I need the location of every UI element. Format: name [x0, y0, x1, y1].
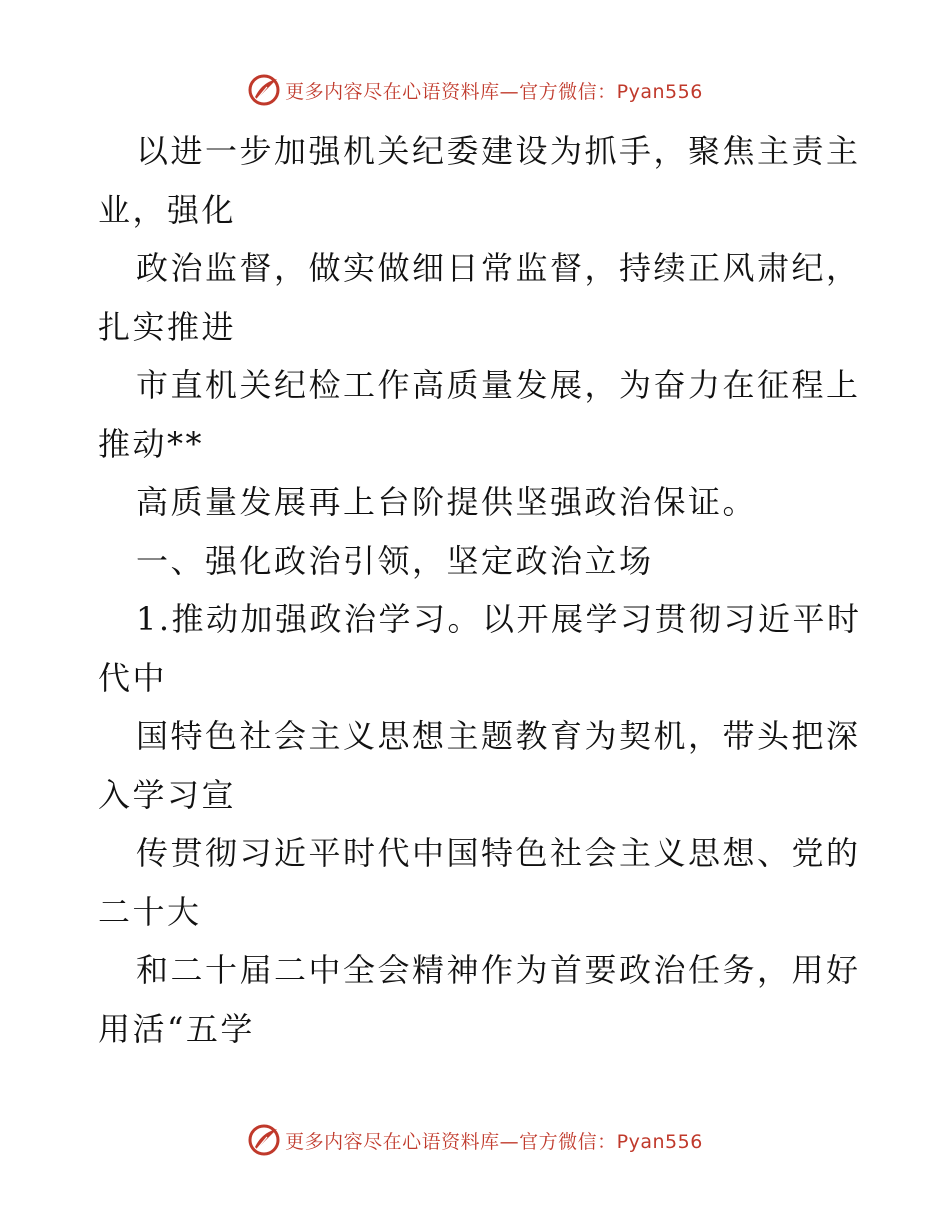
text-line: 扎实推进 — [98, 307, 237, 346]
header-watermark-text: 更多内容尽在心语资料库—官方微信：Pyan556 — [285, 80, 703, 103]
text-line: 国特色社会主义思想主题教育为契机，带头把深 — [136, 717, 861, 755]
footer-watermark-banner — [0, 1120, 950, 1160]
header-watermark-banner — [0, 70, 950, 110]
footer-watermark-text: 更多内容尽在心语资料库—官方微信：Pyan556 — [285, 1130, 703, 1153]
text-line: 1.推动加强政治学习。以开展学习贯彻习近平时 — [136, 600, 862, 638]
text-line: 高质量发展再上台阶提供坚强政治保证。 — [136, 483, 758, 521]
text-line: 代中 — [98, 658, 168, 697]
feather-quill-logo-icon — [247, 73, 281, 107]
feather-quill-logo-icon — [247, 1123, 281, 1157]
text-line: 二十大 — [98, 892, 202, 931]
text-line: 业，强化 — [98, 190, 237, 229]
text-line: 和二十届二中全会精神作为首要政治任务，用好 — [136, 951, 861, 989]
text-line: 政治监督，做实做细日常监督，持续正风肃纪， — [136, 249, 861, 287]
text-line: 入学习宣 — [98, 775, 237, 814]
text-line: 以进一步加强机关纪委建设为抓手，聚焦主责主 — [136, 132, 861, 170]
text-line: 一、强化政治引领，坚定政治立场 — [136, 541, 654, 580]
text-line: 市直机关纪检工作高质量发展，为奋力在征程上 — [136, 366, 861, 404]
text-line: 传贯彻习近平时代中国特色社会主义思想、党的 — [136, 834, 861, 872]
text-line: 用活“五学 — [98, 1009, 255, 1048]
document-body — [98, 122, 862, 1058]
text-line: 推动** — [98, 424, 205, 463]
